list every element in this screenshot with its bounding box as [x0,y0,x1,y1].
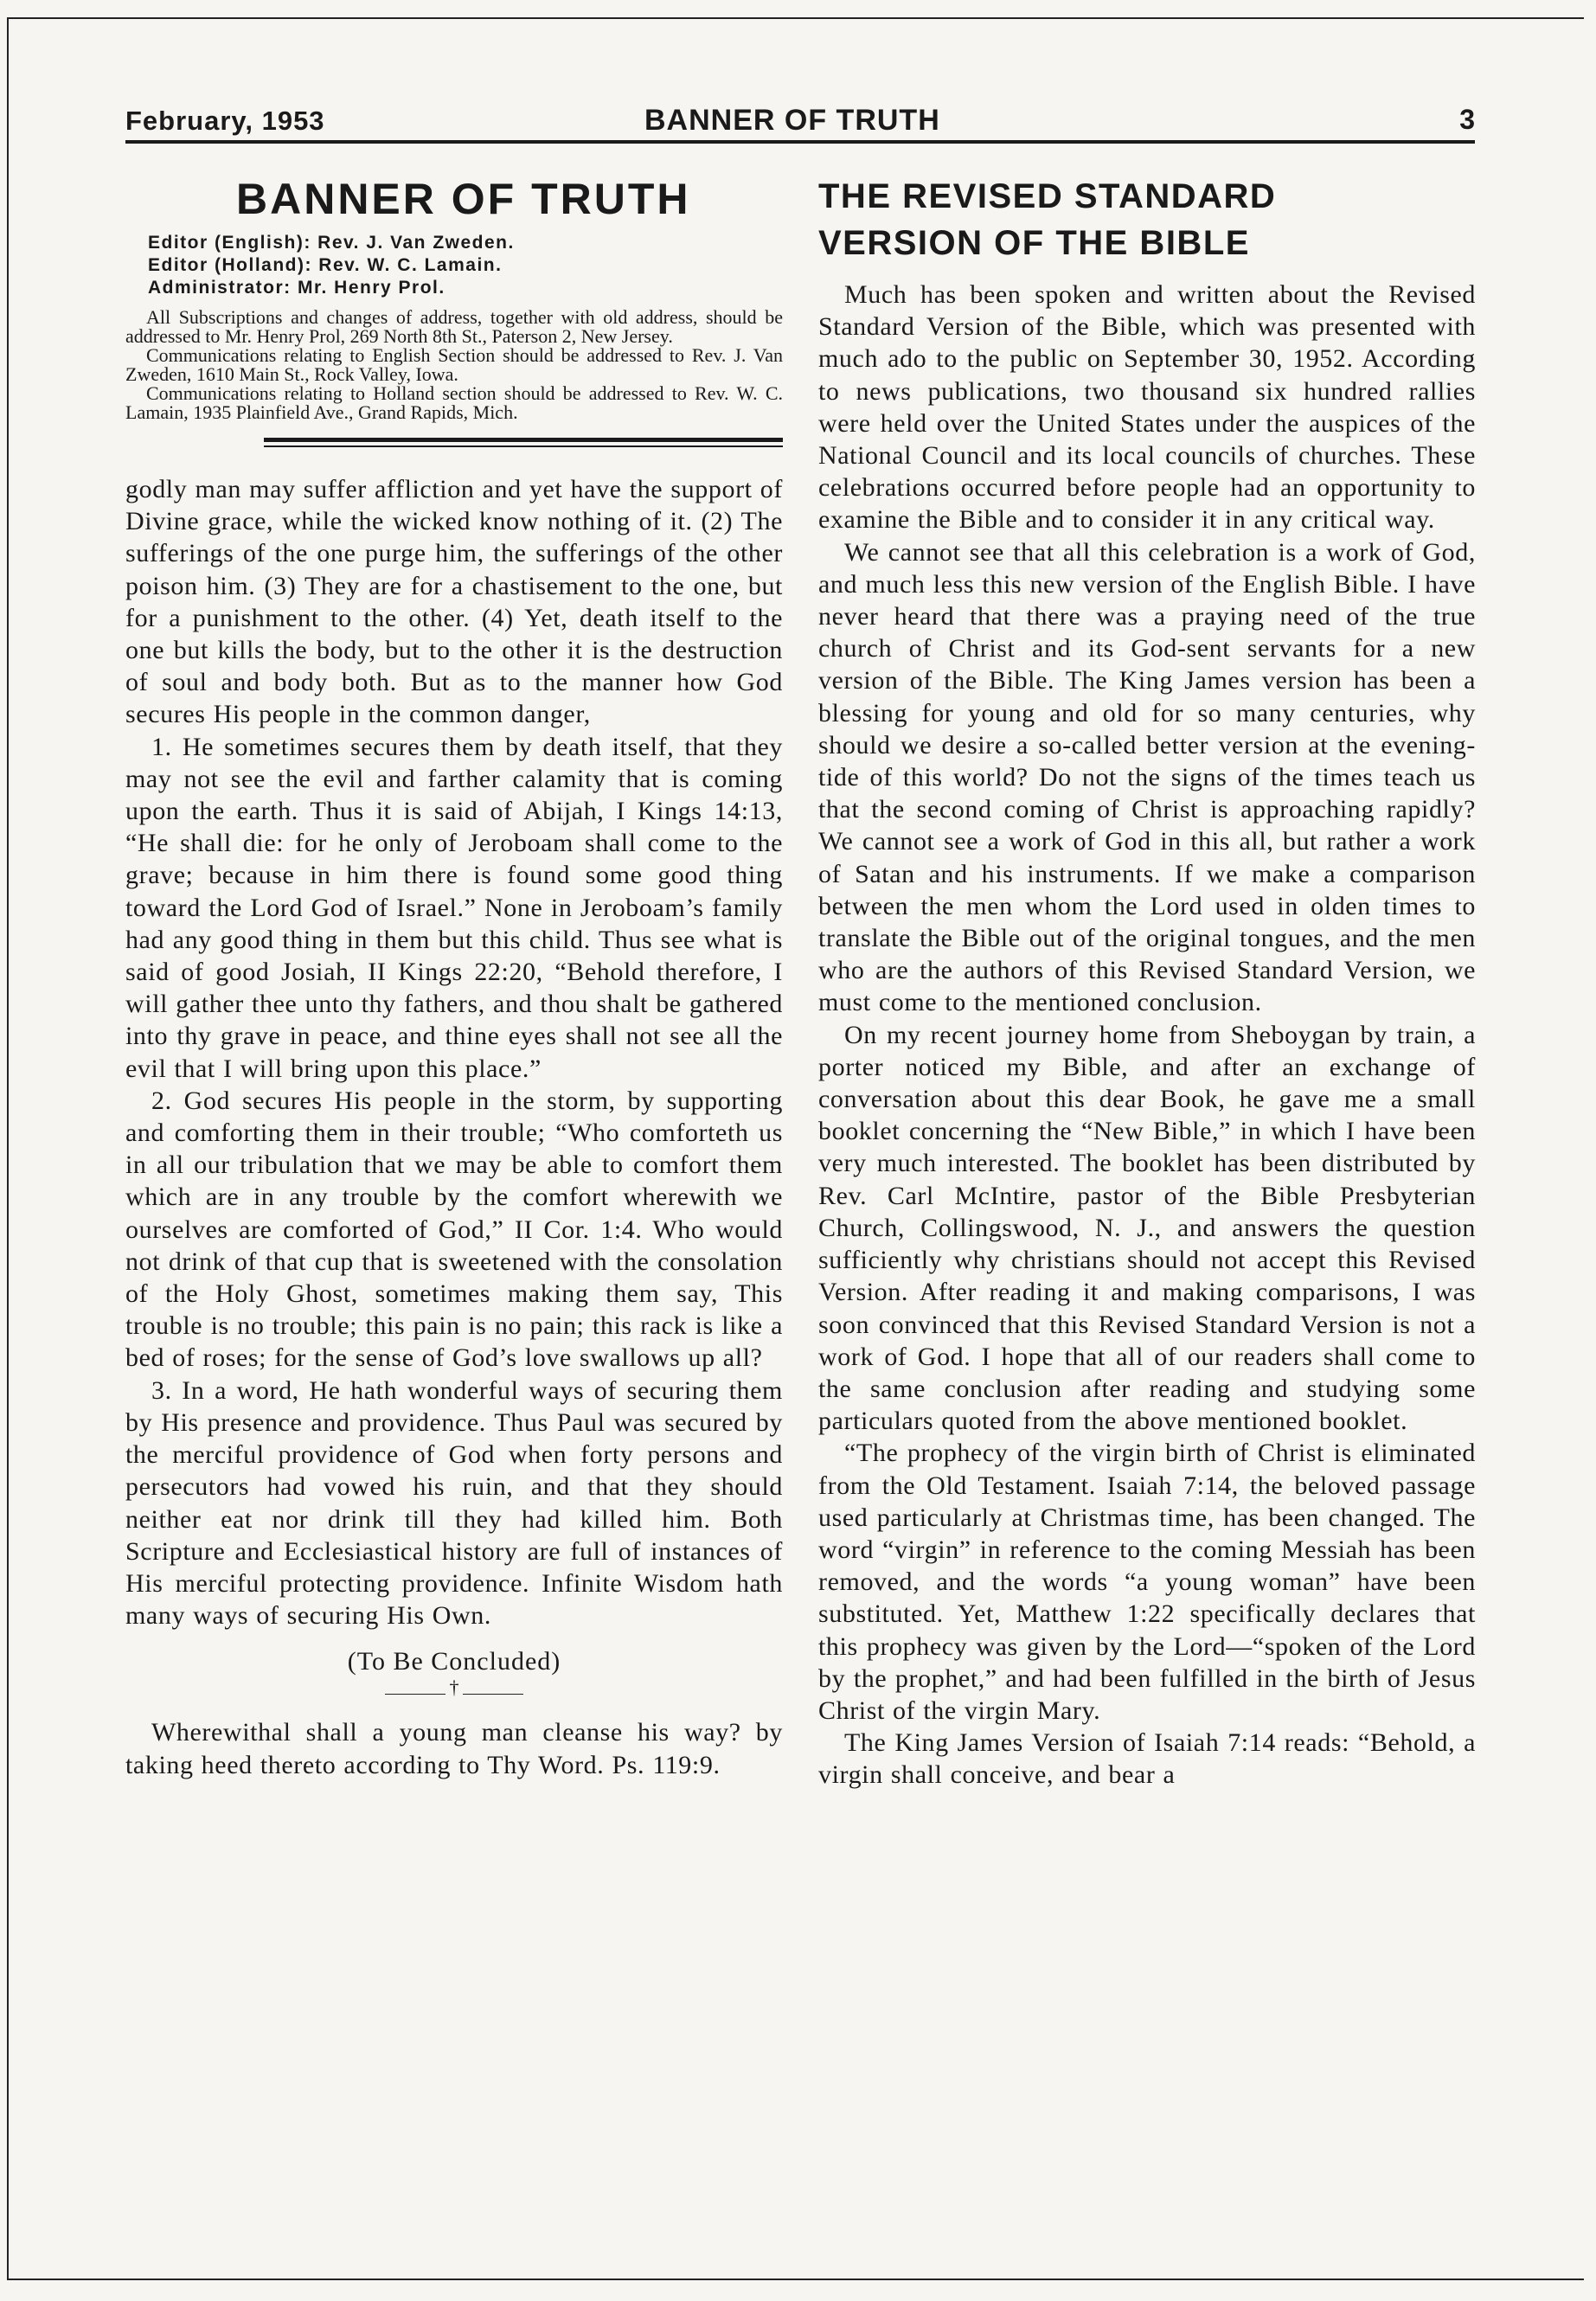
closing-verse: Wherewithal shall a young man cleanse his way? by taking heed thereto according to Thy Word. Ps. 119:9. [125,1718,783,1779]
article-title-line-1: THE REVISED STANDARD [818,177,1277,215]
notice-english-section: Communications relating to English Section should be addressed to Rev. J. Van Zweden, 1610 Main St., Rock Valley, Iowa. [125,344,783,385]
editor-english: Editor (English): Rev. J. Van Zweden. [148,233,515,253]
left-paragraph-3: 2. God secures His people in the storm, by supporting and comforting them in their trouble; “Who comforteth us in all our tribulation that we may be able to comfort them which are in any trouble by the comfort wherewith we ourselves are comforted of God,” II Cor. 1:4. Who would not drink of that cup that is sweetened with the consolation of the Holy Ghost, sometimes making them say, This trouble is no trouble; this pain is no pain; this rack is like a bed of roses; for the sense of God’s love swallows up all? [125,1086,783,1373]
notice-holland-section: Communications relating to Holland section should be addressed to Rev. W. C. Lamain, 1935 Plainfield Ave., Grand Rapids, Mich. [125,382,783,423]
right-column [818,173,1476,1791]
right-paragraph-4: “The prophecy of the virgin birth of Christ is eliminated from the Old Testament. Isaiah 7:14, the beloved passage used particularly at Christmas time, has been changed. The word “virgin” in reference to the coming Messiah has been removed, and the words “a young woman” have been substituted. Yet, Matthew 1:22 specifically declares that this prophecy was given by the Lord—“spoken of the Lord by the prophet,” and had been fulfilled in the birth of Jesus Christ of the virgin Mary. [818,1439,1476,1725]
right-paragraph-1: Much has been spoken and written about the Revised Standard Version of the Bible, which was presented with much ado to the public on September 30, 1952. According to news publications, two thousand six hundred rallies were held over the United States under the auspices of the National Council and its local councils of churches. These celebrations occurred before people had an opportunity to examine the Bible and to consider it in any critical way. [818,280,1476,535]
info-box-notices [125,308,783,422]
dagger-separator [385,1676,523,1708]
to-be-concluded: (To Be Concluded) [347,1647,561,1676]
left-paragraph-2: 1. He sometimes secures them by death itself, that they may not see the evil and farther calamity that is coming upon the earth. Thus it is said of Abijah, I Kings 14:13, “He shall die: for he only of Jeroboam shall come to the grave; because in him there is found some good thing toward the Lord God of Israel.” None in Jeroboam’s family had any good thing in them but this child. Thus see what is said of good Josiah, II Kings 22:20, “Behold therefore, I will gather thee unto thy fathers, and thou shalt be gathered into thy grave in peace, and thine eyes shall not see all the evil that I will bring upon this place.” [125,732,783,1083]
article-title-line-2: VERSION OF THE BIBLE [818,224,1250,262]
running-header [125,102,1475,144]
left-paragraph-4: 3. In a word, He hath wonderful ways of securing them by His presence and providence. Thus Paul was secured by the merciful providence of God when forty persons and persecutors had vowed his ruin, and that they should neither eat nor drink till they had killed him. Both Scripture and Ecclesiastical history are full of instances of His merciful protecting providence. Infinite Wisdom hath many ways of securing His Own. [125,1375,783,1631]
info-box-title: BANNER OF TRUTH [236,175,691,223]
dagger-glyph: † [445,1676,463,1699]
closing-verse-block [125,1716,783,1780]
right-paragraph-5: The King James Version of Isaiah 7:14 reads: “Behold, a virgin shall conceive, and bear a [818,1728,1476,1790]
editor-holland: Editor (Holland): Rev. W. C. Lamain. [148,255,503,275]
page-number: 3 [1459,104,1475,135]
masthead-title: BANNER OF TRUTH [644,104,940,137]
left-paragraph-1: godly man may suffer affliction and yet have the support of Divine grace, while the wicked know nothing of it. (2) The sufferings of the one purge him, the sufferings of the other poison him. (3) They are for a chastisement to the one, but for a punishment to the other. (4) Yet, death itself to the one but kills the body, but to the other it is the destruction of soul and body both. But as to the manner how God secures His people in the common danger, [125,475,783,729]
right-paragraph-3: On my recent journey home from Sheboygan by train, a porter noticed my Bible, and after an exchange of conversation about this dear Book, he gave me a small booklet concerning the “New Bible,” in which I have been very much interested. The booklet has been distributed by Rev. Carl McIntire, pastor of the Bible Presbyterian Church, Collingswood, N. J., and answers the question sufficiently why christians should not accept this Revised Version. After reading it and making comparisons, I was soon convinced that this Revised Standard Version is not a work of God. I hope that all of our readers shall come to the same conclusion after reading and studying some particulars quoted from the above mentioned booklet. [818,1020,1476,1436]
left-article-body [125,473,783,1631]
right-article-body [818,279,1476,1791]
left-column [125,173,783,1781]
issue-date: February, 1953 [125,106,325,136]
article-title [818,173,1476,266]
administrator: Administrator: Mr. Henry Prol. [148,278,445,298]
right-paragraph-2: We cannot see that all this celebration is a work of God, and much less this new version of the English Bible. I have never heard that there was a praying need of the true church of Christ and its God-sent servants for a new version of the Bible. The King James version has been a blessing for young and old for so many centuries, why should we desire a so-called better version at the evening-tide of this world? Do not the signs of the times teach us that the second coming of Christ is approaching rapidly? We cannot see a work of God in this all, but rather a work of Satan and his instruments. If we make a comparison between the men whom the Lord used in olden times to translate the Bible out of the original tongues, and the men who are the authors of this Revised Standard Version, we must come to the mentioned conclusion. [818,537,1476,1017]
double-rule-divider [264,438,783,447]
notice-subscriptions: All Subscriptions and changes of address, together with old address, should be addressed to Mr. Henry Prol, 269 North 8th St., Paterson 2, New Jersey. [125,306,783,347]
